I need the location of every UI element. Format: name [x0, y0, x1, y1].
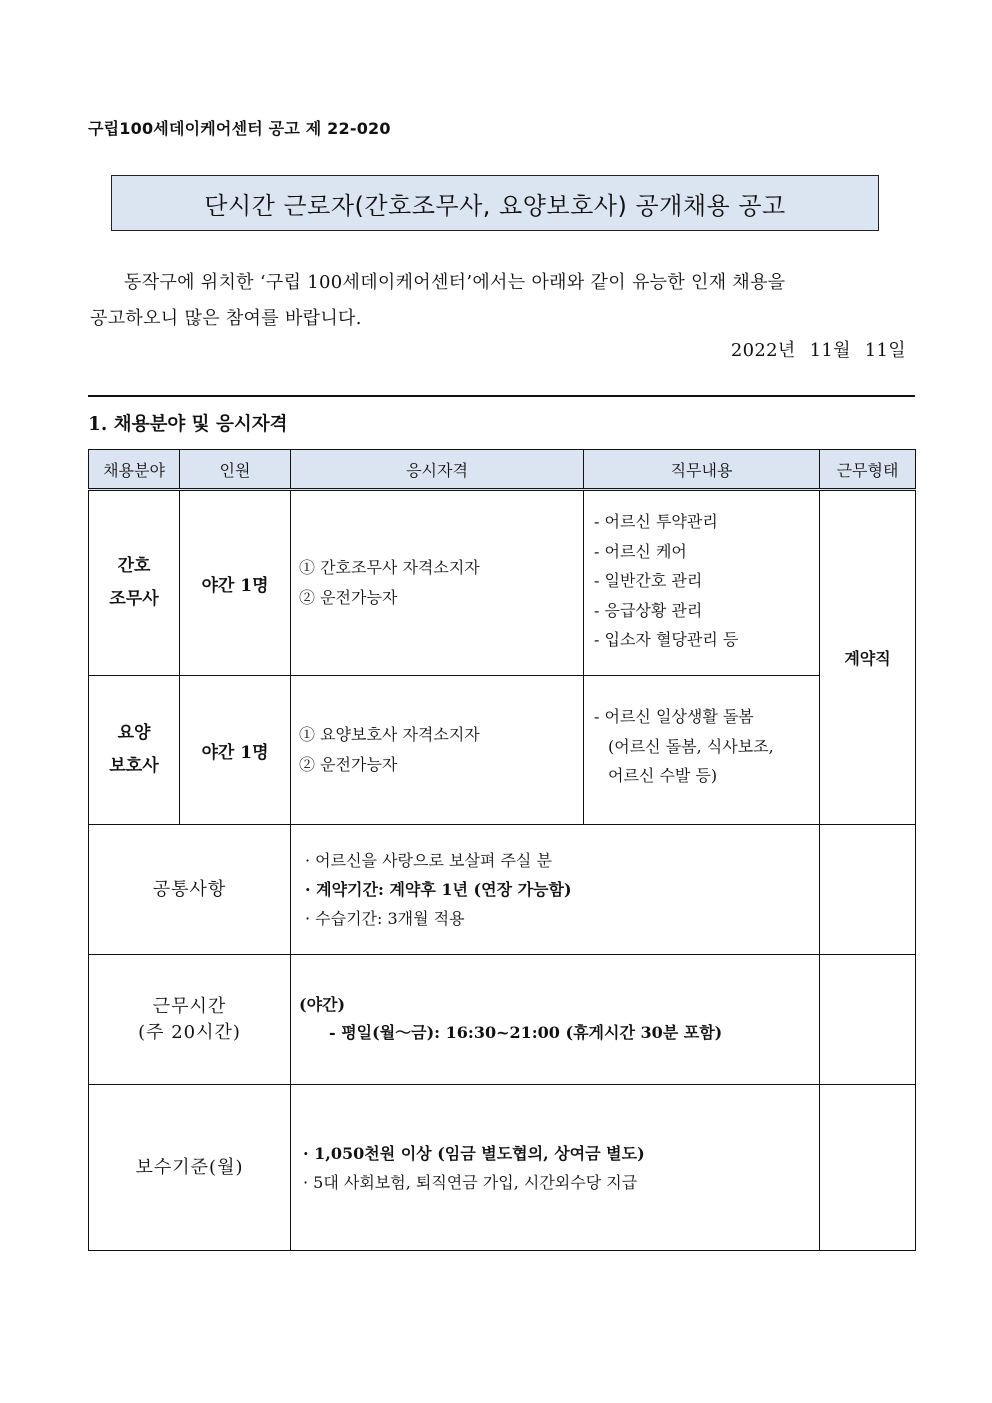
- notice-number: 구립100세데이케어센터 공고 제 22-020: [88, 119, 391, 138]
- table-row-common: [89, 825, 916, 955]
- duty-item: - 일반간호 관리: [594, 571, 703, 590]
- common-item: · 계약기간: 계약후 1년 (연장 가능함): [305, 880, 572, 899]
- header-field: 채용분야: [89, 450, 180, 490]
- duty-item: 어르신 수발 등): [608, 766, 718, 785]
- recruitment-table: [88, 449, 916, 1251]
- intro-paragraph: [90, 265, 912, 337]
- duty-item: - 응급상황 관리: [594, 600, 703, 620]
- field-line: 요양: [117, 723, 151, 743]
- qualification-item: ② 운전가능자: [299, 755, 398, 774]
- title-box: [111, 175, 879, 231]
- page-title: 단시간 근로자(간호조무사, 요양보호사) 공개채용 공고: [204, 191, 786, 220]
- pay-label: 보수기준(월): [89, 1085, 291, 1251]
- duties: [584, 490, 820, 676]
- field-line: 보호사: [109, 756, 159, 776]
- field-line: 간호: [117, 556, 151, 576]
- headcount: 야간 1명: [180, 490, 291, 676]
- hours-heading: (야간): [299, 995, 346, 1014]
- header-headcount: 인원: [180, 450, 291, 490]
- common-label: 공통사항: [89, 825, 291, 955]
- table-row: [89, 676, 916, 825]
- notice-date: 2022년 11월 11일: [730, 340, 906, 361]
- qualifications: [291, 490, 584, 676]
- common-item: · 수습기간: 3개월 적용: [305, 909, 465, 928]
- common-items: [291, 825, 820, 955]
- table-row-hours: [89, 955, 916, 1085]
- pay-items: [291, 1085, 820, 1251]
- divider: [88, 395, 915, 397]
- section-title: 1. 채용분야 및 응시자격: [88, 414, 288, 435]
- intro-line-2: 공고하오니 많은 참여를 바랍니다.: [90, 308, 362, 329]
- field-nurse-aide: [89, 490, 180, 676]
- qualification-item: ① 요양보호사 자격소지자: [299, 725, 480, 744]
- table-row: [89, 490, 916, 676]
- pay-item: · 1,050천원 이상 (임금 별도협의, 상여금 별도): [303, 1143, 645, 1163]
- empty-cell: [820, 955, 916, 1085]
- employment-type: 계약직: [820, 490, 916, 825]
- duty-item: - 어르신 일상생활 돌봄: [594, 707, 754, 726]
- hours-label-line: (주 20시간): [138, 1021, 241, 1043]
- hours-line: - 평일(월～금): 16:30~21:00 (휴게시간 30분 포함): [329, 1023, 723, 1042]
- header-employment-type: 근무형태: [820, 450, 916, 490]
- qualification-item: ① 간호조무사 자격소지자: [299, 558, 480, 577]
- headcount: 야간 1명: [180, 676, 291, 825]
- field-line: 조무사: [109, 589, 159, 609]
- duty-item: (어르신 돌봄, 식사보조,: [608, 736, 774, 756]
- table-row-pay: [89, 1085, 916, 1251]
- duty-item: - 어르신 케어: [594, 541, 687, 561]
- duty-item: - 어르신 투약관리: [594, 512, 718, 531]
- duties: [584, 676, 820, 825]
- empty-cell: [820, 1085, 916, 1251]
- duty-item: - 입소자 혈당관리 등: [594, 630, 739, 649]
- qualification-item: ② 운전가능자: [299, 588, 398, 607]
- empty-cell: [820, 825, 916, 955]
- intro-line-1: 동작구에 위치한 ‘구립 100세데이케어센터’에서는 아래와 같이 유능한 인재 채용을: [124, 272, 786, 293]
- common-item: · 어르신을 사랑으로 보살펴 주실 분: [305, 851, 552, 870]
- table-header-row: [89, 450, 916, 490]
- header-qualifications: 응시자격: [291, 450, 584, 490]
- pay-item: · 5대 사회보험, 퇴직연금 가입, 시간외수당 지급: [303, 1172, 638, 1192]
- hours-label-line: 근무시간: [152, 995, 227, 1017]
- field-care-worker: [89, 676, 180, 825]
- header-duties: 직무내용: [584, 450, 820, 490]
- qualifications: [291, 676, 584, 825]
- hours-detail: [291, 955, 820, 1085]
- hours-label: [89, 955, 291, 1085]
